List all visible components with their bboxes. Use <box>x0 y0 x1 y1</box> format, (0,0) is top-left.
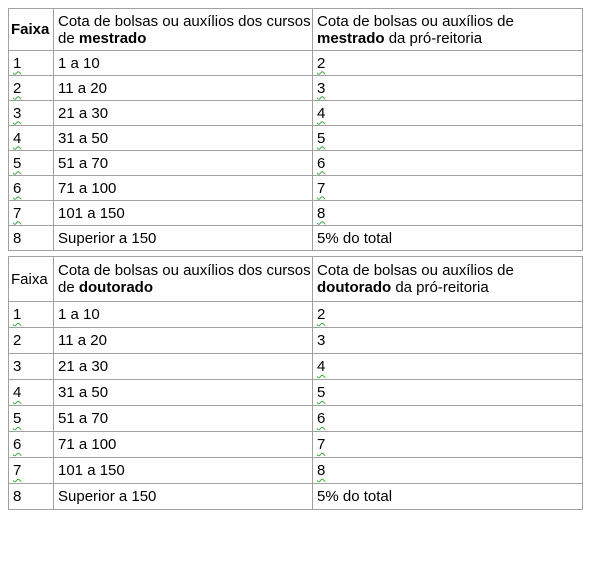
table-row <box>9 484 583 510</box>
quota-value: 7 <box>317 179 326 197</box>
faixa-cell <box>9 380 54 406</box>
table-header-row <box>9 9 583 51</box>
header-tail-text: da pró-reitoria <box>384 29 483 47</box>
faixa-cell <box>9 201 54 226</box>
mestrado-quota-table <box>8 8 583 251</box>
faixa-cell <box>9 406 54 432</box>
course-quota-header <box>54 9 313 51</box>
faixa-cell <box>9 176 54 201</box>
header-bold-term: mestrado <box>78 29 147 47</box>
quota-value: 4 <box>317 358 326 375</box>
quota-value: 4 <box>317 104 326 122</box>
table-row <box>9 406 583 432</box>
header-text: Cota de bolsas ou auxílios de <box>317 262 514 279</box>
pro-rectorate-quota-cell <box>313 406 583 432</box>
course-quota-cell: 21 a 30 <box>54 101 313 126</box>
quota-value: 3 <box>317 332 326 349</box>
faixa-value: 8 <box>13 488 22 505</box>
table-row <box>9 126 583 151</box>
pro-rectorate-quota-cell <box>313 380 583 406</box>
course-quota-cell: 51 a 70 <box>54 406 313 432</box>
quota-value: 7 <box>317 436 326 453</box>
course-quota-cell: 51 a 70 <box>54 151 313 176</box>
faixa-cell <box>9 484 54 510</box>
pro-rectorate-quota-cell: 5% do total <box>313 484 583 510</box>
faixa-value: 5 <box>13 154 22 172</box>
faixa-value: 6 <box>13 436 22 453</box>
table-row <box>9 328 583 354</box>
pro-rectorate-quota-cell <box>313 201 583 226</box>
faixa-cell <box>9 126 54 151</box>
faixa-value: 3 <box>13 104 22 122</box>
faixa-cell <box>9 432 54 458</box>
table-row <box>9 354 583 380</box>
faixa-cell <box>9 51 54 76</box>
quota-value: 8 <box>317 204 326 222</box>
pro-rectorate-quota-cell <box>313 126 583 151</box>
course-quota-cell: 101 a 150 <box>54 201 313 226</box>
header-text: Cota de bolsas ou auxílios de <box>317 12 514 30</box>
course-quota-cell: 1 a 10 <box>54 302 313 328</box>
faixa-cell <box>9 226 54 251</box>
faixa-cell <box>9 328 54 354</box>
course-quota-header <box>54 257 313 302</box>
pro-rectorate-quota-header <box>313 257 583 302</box>
quota-value: 5 <box>317 384 326 401</box>
table-row <box>9 226 583 251</box>
table-row <box>9 458 583 484</box>
quota-value: 8 <box>317 462 326 479</box>
faixa-value: 3 <box>13 358 22 375</box>
table-row <box>9 151 583 176</box>
faixa-cell <box>9 302 54 328</box>
header-bold-term: mestrado <box>317 29 385 47</box>
faixa-value: 2 <box>13 79 22 97</box>
header-text: Cota de bolsas ou auxílios dos cursos de <box>58 262 311 296</box>
faixa-header: Faixa <box>9 257 54 302</box>
course-quota-cell: Superior a 150 <box>54 484 313 510</box>
faixa-cell <box>9 101 54 126</box>
pro-rectorate-quota-cell <box>313 432 583 458</box>
pro-rectorate-quota-cell <box>313 101 583 126</box>
pro-rectorate-quota-cell: 5% do total <box>313 226 583 251</box>
faixa-value: 7 <box>13 204 22 222</box>
faixa-value: 5 <box>13 410 22 427</box>
table-row <box>9 101 583 126</box>
faixa-value: 6 <box>13 179 22 197</box>
table-row <box>9 76 583 101</box>
pro-rectorate-quota-cell <box>313 458 583 484</box>
pro-rectorate-quota-cell <box>313 354 583 380</box>
faixa-value: 7 <box>13 462 22 479</box>
table-header-row <box>9 257 583 302</box>
course-quota-cell: 11 a 20 <box>54 328 313 354</box>
faixa-cell <box>9 76 54 101</box>
faixa-value: 1 <box>13 54 22 72</box>
header-bold-term: doutorado <box>317 279 392 296</box>
faixa-value: 4 <box>13 129 22 147</box>
faixa-cell <box>9 354 54 380</box>
table-row <box>9 380 583 406</box>
quota-value: 3 <box>317 79 326 97</box>
pro-rectorate-quota-header <box>313 9 583 51</box>
quota-value: 6 <box>317 154 326 172</box>
header-text: Cota de bolsas ou auxílios dos cursos de <box>58 12 311 47</box>
table-row <box>9 432 583 458</box>
table-row <box>9 176 583 201</box>
pro-rectorate-quota-cell <box>313 51 583 76</box>
table-row <box>9 201 583 226</box>
faixa-cell <box>9 458 54 484</box>
pro-rectorate-quota-cell <box>313 76 583 101</box>
faixa-cell <box>9 151 54 176</box>
header-tail-text: da pró-reitoria <box>391 279 489 296</box>
faixa-value: 1 <box>13 306 22 323</box>
pro-rectorate-quota-cell <box>313 151 583 176</box>
pro-rectorate-quota-cell <box>313 328 583 354</box>
faixa-value: 2 <box>13 332 22 349</box>
pro-rectorate-quota-cell <box>313 302 583 328</box>
course-quota-cell: 71 a 100 <box>54 176 313 201</box>
faixa-value: 4 <box>13 384 22 401</box>
table-row <box>9 51 583 76</box>
table-row <box>9 302 583 328</box>
course-quota-cell: 21 a 30 <box>54 354 313 380</box>
quota-value: 2 <box>317 306 326 323</box>
course-quota-cell: 101 a 150 <box>54 458 313 484</box>
quota-value: 5 <box>317 129 326 147</box>
course-quota-cell: 31 a 50 <box>54 380 313 406</box>
doutorado-quota-table <box>8 256 583 510</box>
course-quota-cell: Superior a 150 <box>54 226 313 251</box>
faixa-header: Faixa <box>9 9 54 51</box>
header-bold-term: doutorado <box>78 279 154 296</box>
quota-value: 2 <box>317 54 326 72</box>
pro-rectorate-quota-cell <box>313 176 583 201</box>
course-quota-cell: 11 a 20 <box>54 76 313 101</box>
course-quota-cell: 71 a 100 <box>54 432 313 458</box>
quota-value: 6 <box>317 410 326 427</box>
course-quota-cell: 1 a 10 <box>54 51 313 76</box>
course-quota-cell: 31 a 50 <box>54 126 313 151</box>
faixa-value: 8 <box>13 229 22 247</box>
